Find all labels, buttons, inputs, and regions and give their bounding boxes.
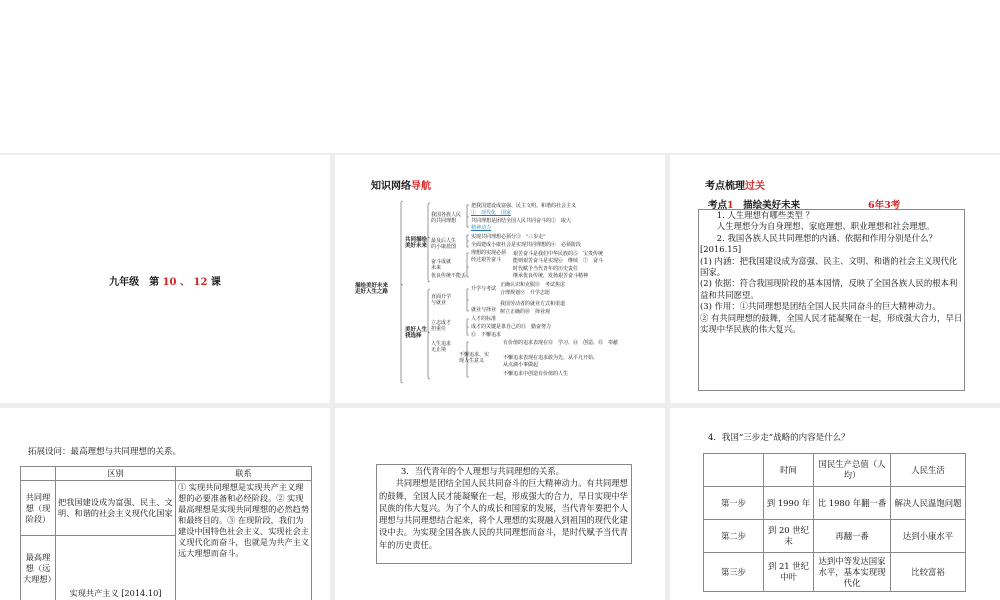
youth-question: 3．当代青年的个人理想与共同理想的关系。 xyxy=(401,466,564,476)
leaf-26: 不懈追求、实 现人生意义 xyxy=(459,352,490,364)
step-1-label: 第一步 xyxy=(704,487,764,520)
table-row xyxy=(704,520,966,553)
slide-3-thumbnail[interactable] xyxy=(670,155,1000,403)
table-header-row xyxy=(21,467,312,481)
table-row xyxy=(21,481,312,536)
branch-good-life: 美好人生 我选择 xyxy=(405,327,428,339)
leaf-7: 理想的实现必须 xyxy=(471,250,507,256)
leaf-24: 从点滴小事做起 xyxy=(503,362,539,368)
mind-map-root: 描绘美好未来 走好人生之路 xyxy=(355,283,389,295)
leaf-6-text: 全面建成小康社会是实现共同理想的④ 必须阶段 xyxy=(471,242,582,248)
node-common-ideal: 我国各族人民 的共同理想 xyxy=(431,212,462,224)
node-talent: 立志成才 担重任 xyxy=(431,320,452,332)
row-highest-ideal: 最高理想（远大理想） xyxy=(21,536,56,600)
leaf-19: 人才的标准 xyxy=(471,316,497,322)
kp-exam-count: 6年3考 xyxy=(868,200,901,211)
kp-label: 考点 xyxy=(708,200,728,211)
answer-2: 精神动力 xyxy=(471,225,492,231)
step-3-living: 比较富裕 xyxy=(891,553,966,592)
leaf-16: 就业与择业 xyxy=(471,307,497,313)
extension-question: 拓展设问：最高理想与共同理想的关系。 xyxy=(28,447,182,457)
lesson-title xyxy=(0,273,330,288)
header-relation: 联系 xyxy=(176,467,312,481)
step-2-label: 第二步 xyxy=(704,520,764,553)
slide-6-thumbnail[interactable] xyxy=(670,408,1000,600)
exam-point-content xyxy=(698,209,965,391)
step-1-living: 解决人民温饱问题 xyxy=(891,487,966,520)
leaf-4 xyxy=(471,225,491,231)
lesson-number-2: 12 xyxy=(193,277,208,288)
cell-common-ideal-diff: 把我国建设成为富强、民主、文明、和谐的社会主义现代化国家 xyxy=(56,481,176,536)
leaf-21: ⑫ 不懈追求 xyxy=(471,332,502,338)
table-row xyxy=(704,553,966,592)
heading-red: 导航 xyxy=(411,181,431,192)
leaf-3-text: 共同理想是团结全国人民共同奋斗的② 取大 xyxy=(471,218,572,224)
leaf-17: 我国劳动者的就业方式和渠道 xyxy=(500,301,566,307)
cell-highest-ideal-diff: 实现共产主义 [2014.10] xyxy=(56,536,176,600)
leaf-6 xyxy=(471,242,581,248)
step-2-time: 到 20 世纪末 xyxy=(764,520,814,553)
leaf-5 xyxy=(471,234,546,240)
a2-role-2: ② 有共同理想的鼓舞，全国人民才能凝聚在一起，形成强大合力，早日实现中华民族的伟大复兴。 xyxy=(700,312,963,335)
a2-role: (3) 作用：①共同理想是团结全国人民共同奋斗的巨大精神动力。 xyxy=(700,301,941,312)
leaf-18: 树立正确的⑩ 择业观 xyxy=(500,309,551,315)
header-gnp: 国民生产总值（人均） xyxy=(814,454,891,487)
a2-meaning: (1) 内涵：把我国建设成为富强、民主、文明、和谐的社会主义现代化国家。 xyxy=(700,255,958,278)
slide-5-thumbnail[interactable] xyxy=(335,408,665,600)
title-prefix: 九年级 第 xyxy=(109,277,160,288)
lesson-separator: 、 xyxy=(180,277,190,288)
kp-title: 描绘美好未来 xyxy=(743,200,801,211)
q2: 2. 我国各族人民共同理想的内涵、依据和作用分别是什么？ [2016.15] xyxy=(700,232,937,255)
leaf-9: 艰苦奋斗是我们中华民族的⑤ 宝贵传统 xyxy=(513,251,604,257)
heading-black: 知识网络 xyxy=(371,181,411,192)
cell-relation: ① 实现共同理想是实现共产主义理想的必要准备和必经阶段。② 实现最高理想是实现共同理想的必然趋势和最终目的。③ 在现阶段，我们为建设中国特色社会主义、实现社会主义现代化而奋斗，也就是为共产主义远大理想而奋斗。 xyxy=(176,481,312,600)
leaf-5-text: 实现共同理想必须分③ "三步走" xyxy=(471,234,546,240)
three-step-question: 4．我国“三步走”战略的内容是什么？ xyxy=(708,433,850,443)
lesson-number-1: 10 xyxy=(162,277,177,288)
leaf-14: 正确认识和克服⑧ 考试焦虑 xyxy=(500,282,566,288)
q1: 1. 人生理想有哪些类型 ？ xyxy=(716,210,814,220)
leaf-13: 升学与考试 xyxy=(471,286,497,292)
branch-shared-future: 共同描绘 美好未来 xyxy=(405,237,428,249)
slide-1-thumbnail[interactable] xyxy=(0,155,330,403)
step-1-gnp: 比 1980 年翻一番 xyxy=(814,487,891,520)
header-empty xyxy=(21,467,56,481)
leaf-8: 经过艰苦奋斗 xyxy=(471,257,502,263)
row-common-ideal: 共同理想（现阶段） xyxy=(21,481,56,536)
step-2-living: 达到小康水平 xyxy=(891,520,966,553)
youth-answer: 共同理想是团结全国人民共同奋斗的巨大精神动力。有共同理想的鼓舞，全国人民才能凝聚在一起，形成强大的合力，早日实现中华民族的伟大复兴。为了个人的成长和国家的发展，当代青年要把个人理想与共同理想结合起来，将个人理想的实现融入到祖国的现代化建设中去。为实现全国各族人民的共同理想而奋斗，是时代赋予当代青年的历史责任。 xyxy=(379,478,628,550)
node-tradition: 优良传统不能丢 xyxy=(431,273,467,279)
ideal-comparison-table xyxy=(20,466,312,600)
heading-black: 考点梳理 xyxy=(705,181,745,192)
header-time: 时间 xyxy=(764,454,814,487)
slide-2-thumbnail[interactable] xyxy=(335,155,665,403)
step-3-gnp: 达到中等发达国家水平，基本实现现代化 xyxy=(814,553,891,592)
top-blank-area xyxy=(0,0,1000,153)
leaf-10: 能则艰苦奋斗是实现⑥ 继续 ⑦ 奋斗 xyxy=(513,258,604,264)
step-1-time: 到 1990 年 xyxy=(764,487,814,520)
youth-ideal-box xyxy=(376,464,632,564)
kp-number: 1 xyxy=(727,200,734,211)
leaf-20: 成才的关键是靠自己的⑪ 勤奋努力 xyxy=(471,324,552,330)
step-2-gnp: 再翻一番 xyxy=(814,520,891,553)
header-empty xyxy=(704,454,764,487)
node-study-work: 直面升学 与就业 xyxy=(431,294,452,306)
header-difference: 区别 xyxy=(56,467,176,481)
step-3-label: 第三步 xyxy=(704,553,764,592)
header-living: 人民生活 xyxy=(891,454,966,487)
leaf-12: 继承优良传统，发扬艰苦奋斗精神 xyxy=(513,273,589,279)
exam-points-heading xyxy=(705,177,765,192)
a1: 人生理想分为自身理想、家庭理想、职业理想和社会理想。 xyxy=(716,221,935,232)
leaf-15: 合理规划⑨ 升学志愿 xyxy=(500,290,551,296)
leaf-11: 时代赋予当代青年的历史责任 xyxy=(513,266,579,272)
table-header-row xyxy=(704,454,966,487)
node-struggle: 奋斗成就 未来 xyxy=(431,259,452,271)
heading-red: 过关 xyxy=(745,181,765,192)
leaf-23: 不懈追求表现在追求敢为先、从平凡开始、 xyxy=(503,355,599,361)
slide-4-thumbnail[interactable] xyxy=(0,408,330,600)
leaf-25: 不懈追求中创造有价值的人生 xyxy=(503,371,569,377)
table-row xyxy=(704,487,966,520)
node-xiaokang: 最及后人生 的小康蓝图 xyxy=(431,238,457,250)
title-suffix: 课 xyxy=(210,277,221,288)
mind-map-brackets xyxy=(335,155,665,403)
node-pursuit: 人生追求 无止境 xyxy=(431,341,452,353)
step-3-time: 到 21 世纪中叶 xyxy=(764,553,814,592)
three-step-table xyxy=(703,453,966,592)
a2-basis: (2) 依据：符合我国现阶段的基本国情，反映了全国各族人民的根本利益和共同愿望。 xyxy=(700,278,958,300)
leaf-1: 把我国建设成富强、民主文明、和谐的社会主义 xyxy=(471,203,577,209)
leaf-22: 有价值的追求表现在⑬ 学习、⑭ 创造、⑮ 奉献 xyxy=(503,340,619,346)
answer-1: ① 现代化 国家 xyxy=(471,210,512,216)
leaf-3 xyxy=(471,218,571,224)
leaf-2 xyxy=(471,210,511,216)
